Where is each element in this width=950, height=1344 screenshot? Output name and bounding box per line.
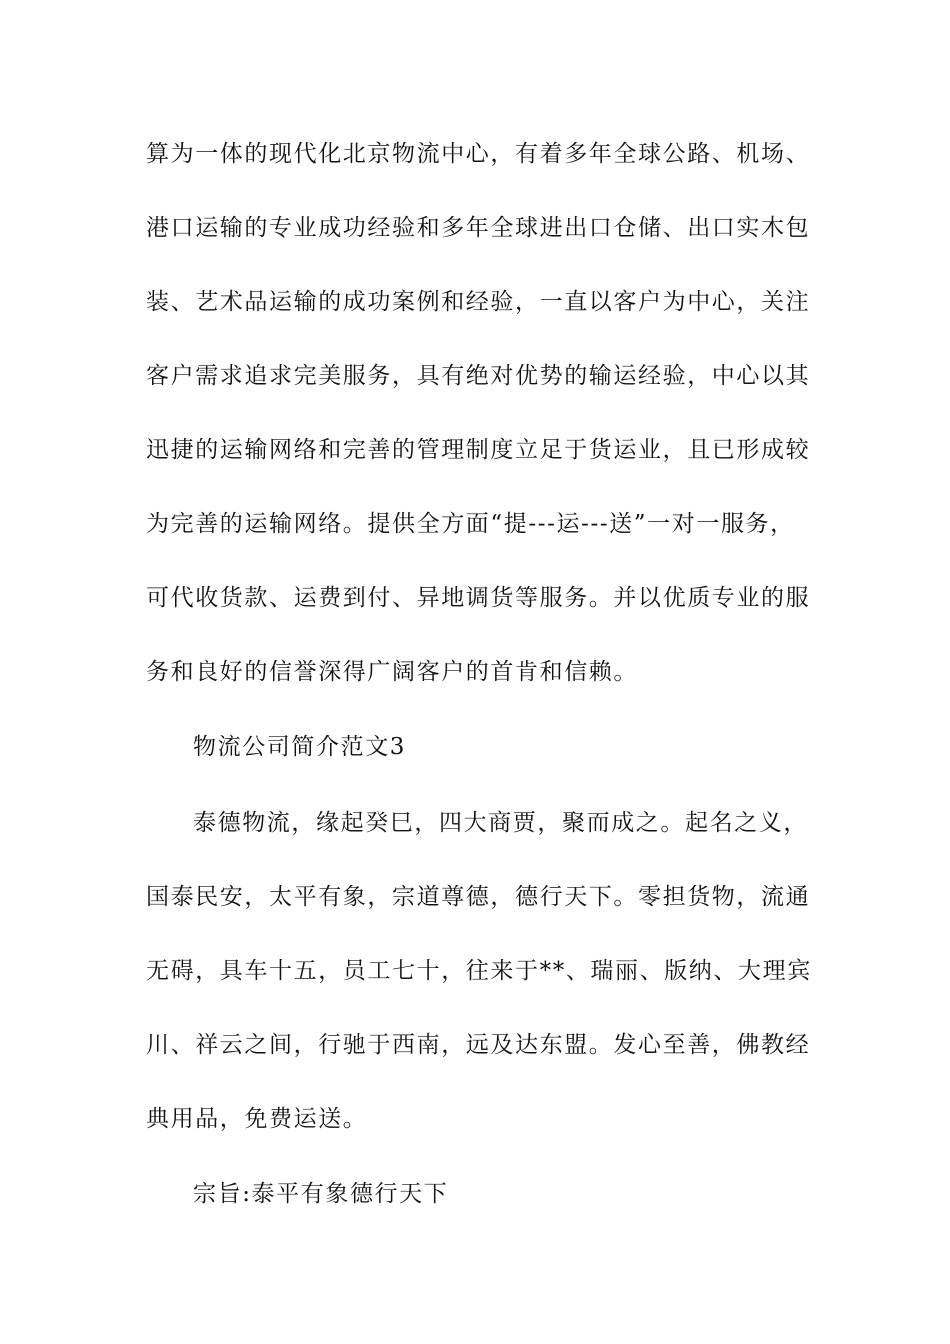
paragraph-line: 算为一体的现代化北京物流中心，有着多年全球公路、机场、: [146, 141, 811, 167]
paragraph-line: 港口运输的专业成功经验和多年全球进出口仓储、出口实木包: [146, 215, 811, 241]
paragraph-line: 可代收货款、运费到付、异地调货等服务。并以优质专业的服: [146, 585, 811, 611]
paragraph-line: 泰德物流，缘起癸巳，四大商贾，聚而成之。起名之义，: [193, 810, 808, 836]
paragraph-line: 无碍，具车十五，员工七十，往来于**、瑞丽、版纳、大理宾: [146, 958, 812, 984]
paragraph-line: 为完善的运输网络。提供全方面“提---运---送”一对一服务，: [146, 511, 795, 537]
paragraph-line: 典用品，免费运送。: [146, 1106, 368, 1132]
section-heading: 物流公司简介范文3: [193, 734, 407, 760]
paragraph-line: 迅捷的运输网络和完善的管理制度立足于货运业，且已形成较: [146, 437, 811, 463]
paragraph-line: 川、祥云之间，行驰于西南，远及达东盟。发心至善，佛教经: [146, 1032, 811, 1058]
paragraph-line: 客户需求追求完美服务，具有绝对优势的输运经验，中心以其: [146, 363, 811, 389]
paragraph-line: 装、艺术品运输的成功案例和经验，一直以客户为中心，关注: [146, 289, 811, 315]
motto-line: 宗旨:泰平有象德行天下: [193, 1181, 449, 1207]
paragraph-line: 国泰民安，太平有象，宗道尊德，德行天下。零担货物，流通: [146, 884, 811, 910]
paragraph-line: 务和良好的信誉深得广阔客户的首肯和信赖。: [146, 659, 638, 685]
